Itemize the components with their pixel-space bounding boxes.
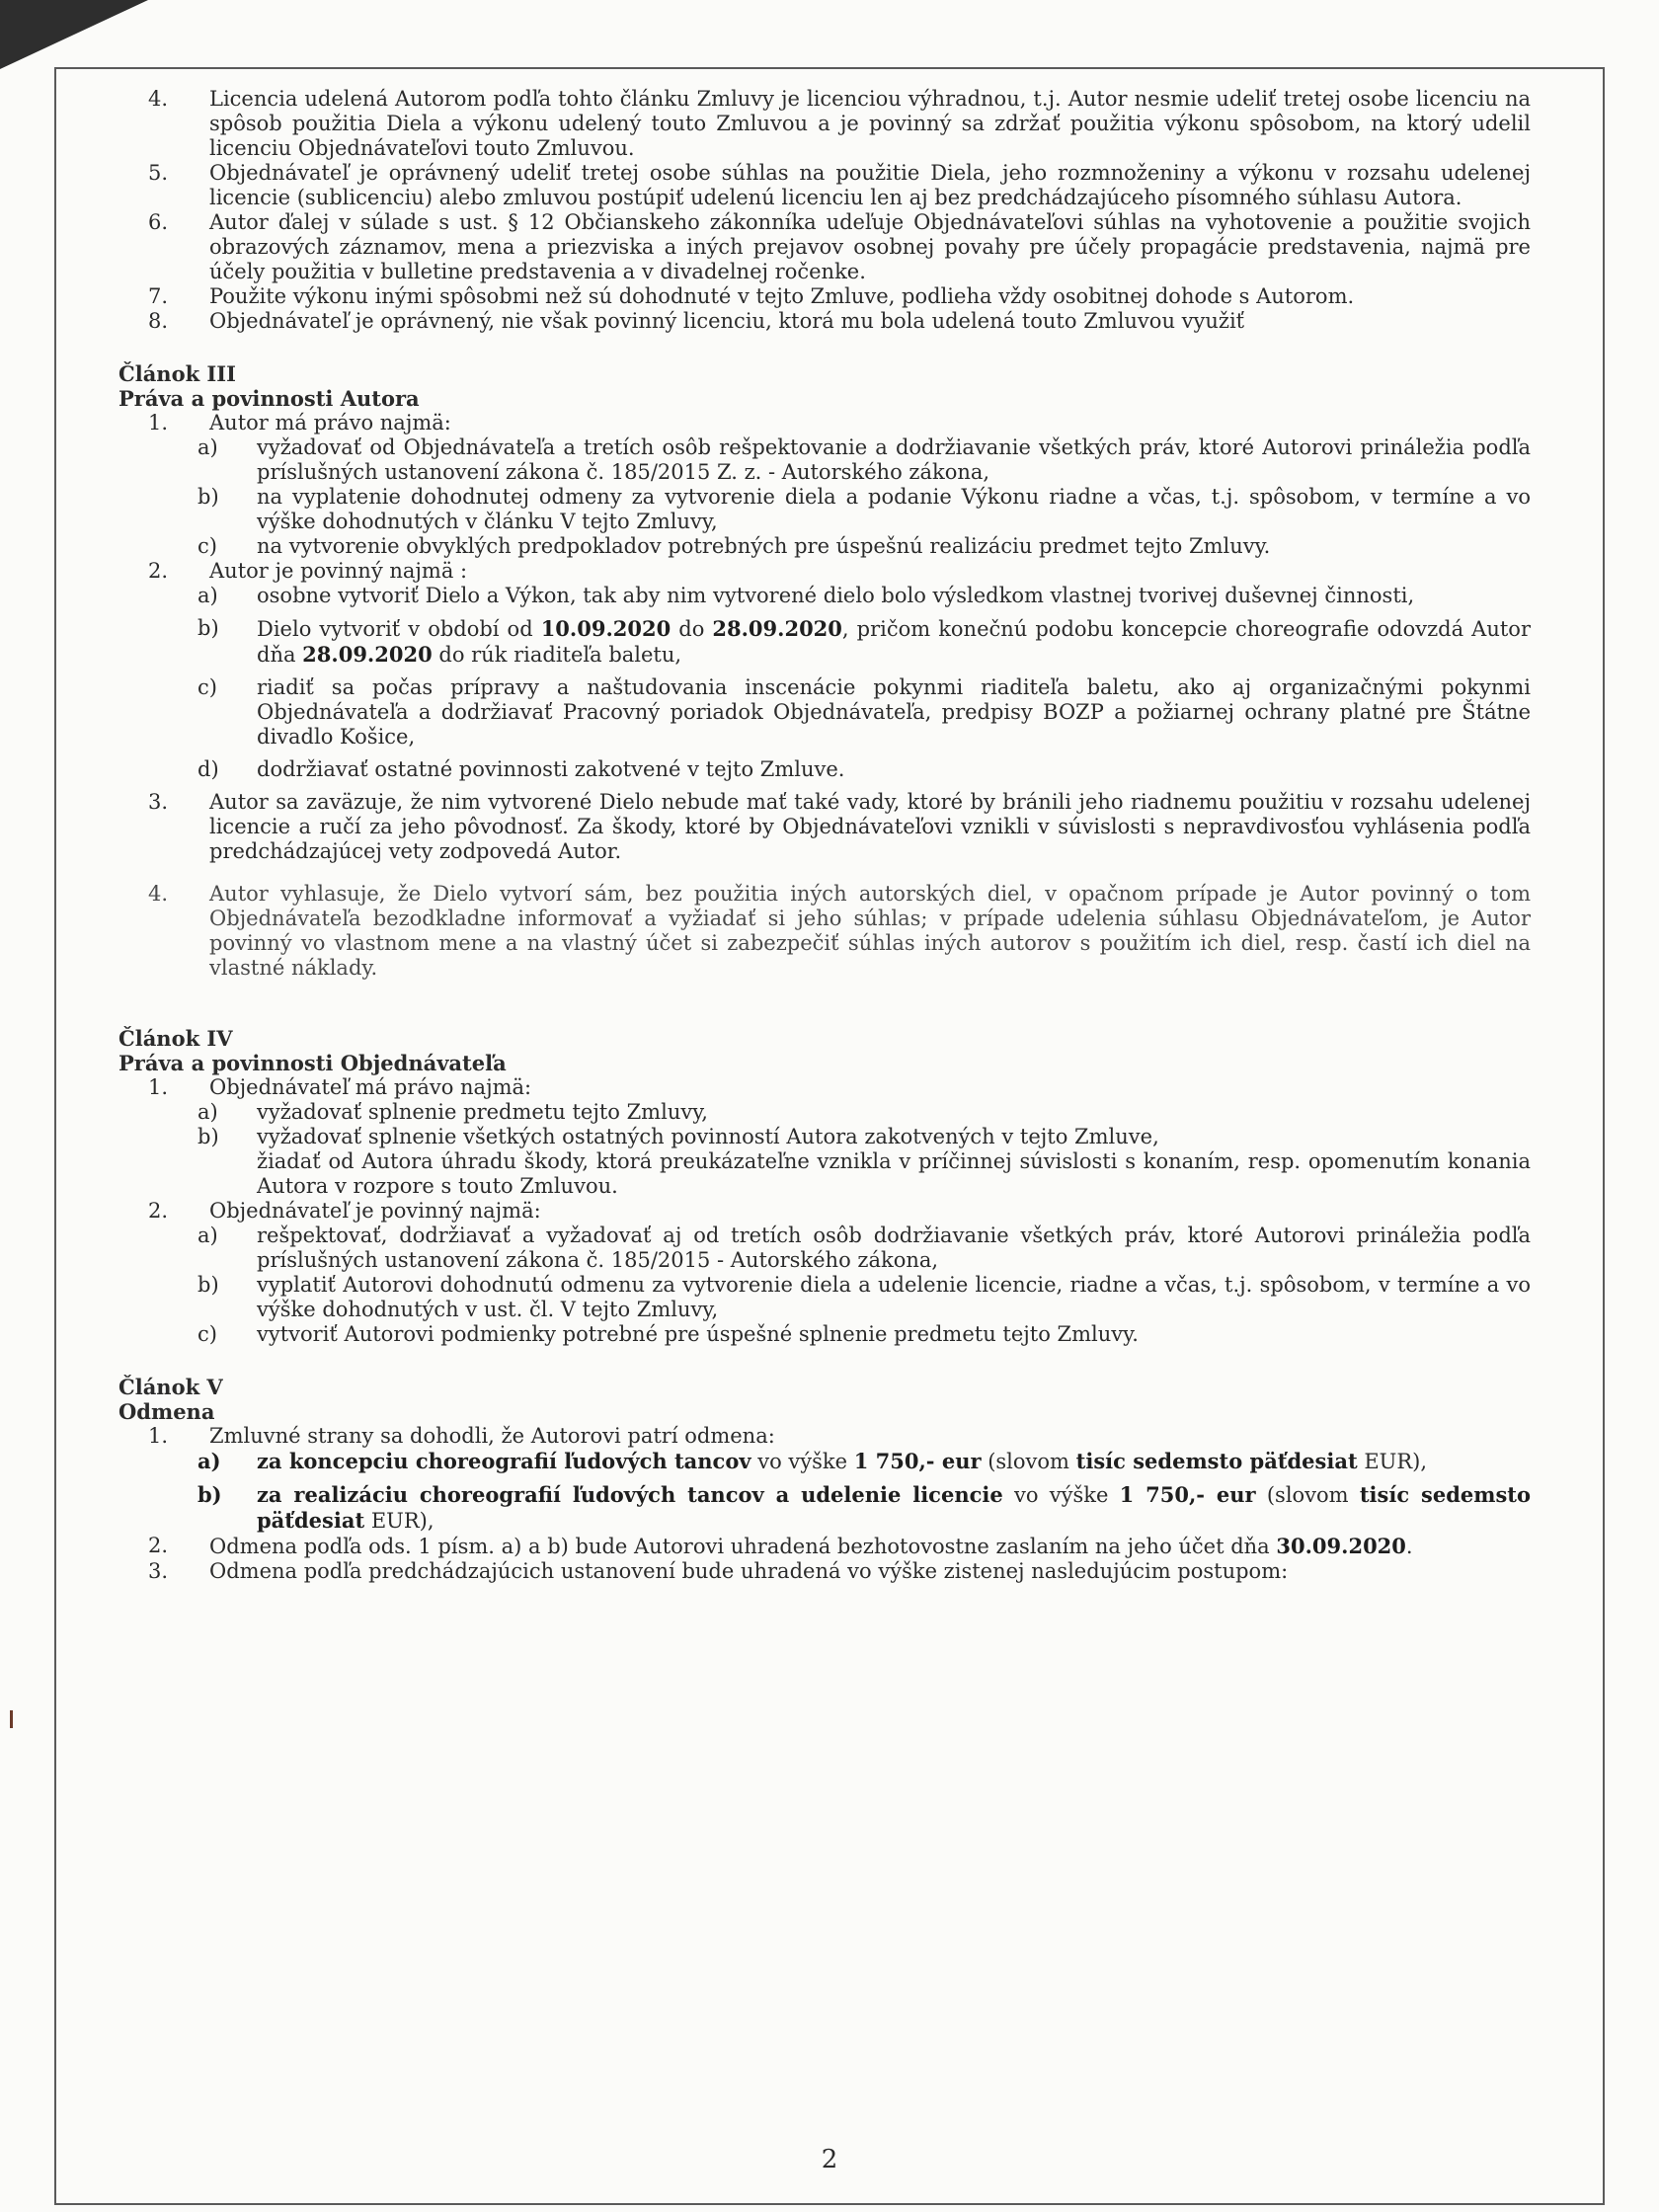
- article-5-number: Článok V: [118, 1375, 223, 1399]
- clause-4-1-a: a) vyžadovať splnenie predmetu tejto Zmluvy,: [198, 1100, 708, 1124]
- fee-amount-a: 1 750,- eur: [853, 1449, 982, 1473]
- article-5-title: Odmena: [118, 1399, 215, 1424]
- contract-body: [118, 87, 1531, 1584]
- clause-4-1-b: b) vyžadovať splnenie všetkých ostatných povinností Autora zakotvených v tejto Zmluve, žiadať od Autora úhradu škody, ktorá preukázateľne vznikla v príčinnej súvislosti s konaním, resp. opomenutím konania Autora v rozpore s touto Zmluvou.: [198, 1125, 1531, 1198]
- clause-5-1-a: a) za koncepciu choreografií ľudových tancov vo výške 1 750,- eur (slovom tisíc sedemsto päťdesiat EUR),: [198, 1449, 1428, 1473]
- punch-mark: [10, 1710, 13, 1728]
- payment-date: 30.09.2020: [1276, 1534, 1406, 1558]
- clause-2-5: 5. Objednávateľ je oprávnený udeliť tretej osobe súhlas na použitie Diela, jeho rozmnoženiny a výkonu v rozsahu udelenej licencie (sublicenciu) alebo zmluvou postúpiť udelenú licenciu len aj bez predchádzajúceho písomného súhlasu Autora.: [148, 161, 1531, 209]
- page-number: 2: [821, 2145, 838, 2174]
- clause-3-2-b: b) Dielo vytvoriť v období od 10.09.2020 do 28.09.2020, pričom konečnú podobu koncepcie choreografie odovzdá Autor dňa 28.09.2020 do rúk riaditeľa baletu,: [198, 616, 1531, 667]
- clause-3-3: 3. Autor sa zaväzuje, že nim vytvorené Dielo nebude mať také vady, ktoré by bránili jeho riadnemu použitiu v rozsahu udelenej licencie a ručí za jeho pôvodnosť. Za škody, ktoré by Objednávateľovi vznikli v súvislosti s nepravdivosťou vyhlásenia podľa predchádzajúcej vety zodpovedá Autor.: [148, 790, 1531, 863]
- clause-3-1-b: b) na vyplatenie dohodnutej odmeny za vytvorenie diela a podanie Výkonu riadne a včas, t.j. spôsobom, v termíne a vo výške dohodnutých v článku V tejto Zmluvy,: [198, 485, 1531, 533]
- clause-4-1: 1. Objednávateľ má právo najmä:: [148, 1075, 532, 1099]
- date-handover: 28.09.2020: [302, 642, 433, 667]
- clause-2-8: 8. Objednávateľ je oprávnený, nie však povinný licenciu, ktorá mu bola udelená touto Zmluvou využiť: [148, 309, 1245, 333]
- fee-amount-b: 1 750,- eur: [1119, 1482, 1256, 1507]
- clause-2-7: 7. Použite výkonu inými spôsobmi než sú dohodnuté v tejto Zmluve, podlieha vždy osobitnej dohode s Autorom.: [148, 284, 1355, 308]
- scan-corner-shadow: [0, 0, 148, 69]
- article-4-number: Článok IV: [118, 1026, 233, 1051]
- clause-5-3: 3. Odmena podľa predchádzajúcich ustanovení bude uhradená vo výške zistenej nasledujúcim postupom:: [148, 1559, 1289, 1583]
- clause-4-2-a: a) rešpektovať, dodržiavať a vyžadovať aj od tretích osôb dodržiavanie všetkých práv, ktoré Autorovi prináležia podľa príslušných ustanovení zákona č. 185/2015 - Autorského zákona,: [198, 1224, 1531, 1272]
- clause-3-1: 1. Autor má právo najmä:: [148, 411, 451, 434]
- clause-3-1-a: a) vyžadovať od Objednávateľa a tretích osôb rešpektovanie a dodržiavanie všetkých práv, ktoré Autorovi prináležia podľa príslušných ustanovení zákona č. 185/2015 Z. z. - Autorského zákona,: [198, 435, 1531, 484]
- date-from: 10.09.2020: [540, 616, 672, 641]
- clause-3-2: 2. Autor je povinný najmä :: [148, 559, 468, 583]
- clause-3-4: 4. Autor vyhlasuje, že Dielo vytvorí sám, bez použitia iných autorských diel, v opačnom prípade je Autor povinný o tom Objednávateľa bezodkladne informovať a vyžiadať si jeho súhlas; v prípade udelenia súhlasu Objednávateľom, je Autor povinný vo vlastnom mene a na vlastný účet si zabezpečiť súhlas iných autorov s použitím ich diel, resp. častí ich diel na vlastné náklady.: [148, 882, 1531, 980]
- article-3-title: Práva a povinnosti Autora: [118, 386, 420, 411]
- article-3-number: Článok III: [118, 361, 236, 386]
- clause-3-2-d: d) dodržiavať ostatné povinnosti zakotvené v tejto Zmluve.: [198, 757, 845, 781]
- clause-2-4: 4. Licencia udelená Autorom podľa tohto článku Zmluvy je licenciou výhradnou, t.j. Autor nesmie udeliť tretej osobe licenciu na spôsob použitia Diela a výkonu udelený touto Zmluvou a je povinný sa zdržať použitia výkonu spôsobom, na ktorý udelil licenciu Objednávateľovi touto Zmluvou.: [148, 87, 1531, 160]
- clause-4-2-b: b) vyplatiť Autorovi dohodnutú odmenu za vytvorenie diela a udelenie licencie, riadne a včas, t.j. spôsobom, v termíne a vo výške dohodnutých v ust. čl. V tejto Zmluvy,: [198, 1273, 1531, 1321]
- clause-5-1-b: b) za realizáciu choreografií ľudových tancov a udelenie licencie vo výške 1 750,- eur (slovom tisíc sedemsto päťdesiat EUR),: [198, 1482, 1531, 1533]
- clause-4-2: 2. Objednávateľ je povinný najmä:: [148, 1199, 541, 1223]
- clause-3-2-c: c) riadiť sa počas prípravy a naštudovania inscenácie pokynmi riaditeľa baletu, ako aj organizačnými pokynmi Objednávateľa a dodržiavať Pracovný poriadok Objednávateľa, predpisy BOZP a požiarnej ochrany platné pre Štátne divadlo Košice,: [198, 675, 1531, 749]
- clause-4-2-c: c) vytvoriť Autorovi podmienky potrebné pre úspešné splnenie predmetu tejto Zmluvy.: [198, 1322, 1139, 1346]
- article-4-title: Práva a povinnosti Objednávateľa: [118, 1051, 507, 1075]
- clause-2-6: 6. Autor ďalej v súlade s ust. § 12 Občianskeho zákonníka udeľuje Objednávateľovi súhlas na vyhotovenie a použitie svojich obrazových záznamov, mena a priezviska a iných prejavov osobnej povahy pre účely propagácie predstavenia, najmä pre účely použitia v bulletine predstavenia a v divadelnej ročenke.: [148, 210, 1531, 283]
- clause-3-1-c: c) na vytvorenie obvyklých predpokladov potrebných pre úspešnú realizáciu predmet tejto Zmluvy.: [198, 534, 1271, 558]
- clause-5-2: 2. Odmena podľa ods. 1 písm. a) a b) bude Autorovi uhradená bezhotovostne zaslaním na jeho účet dňa 30.09.2020.: [148, 1534, 1413, 1558]
- clause-3-2-a: a) osobne vytvoriť Dielo a Výkon, tak aby nim vytvorené dielo bolo výsledkom vlastnej tvorivej duševnej činnosti,: [198, 584, 1415, 607]
- clause-5-1: 1. Zmluvné strany sa dohodli, že Autorovi patrí odmena:: [148, 1424, 775, 1448]
- date-to: 28.09.2020: [712, 616, 842, 641]
